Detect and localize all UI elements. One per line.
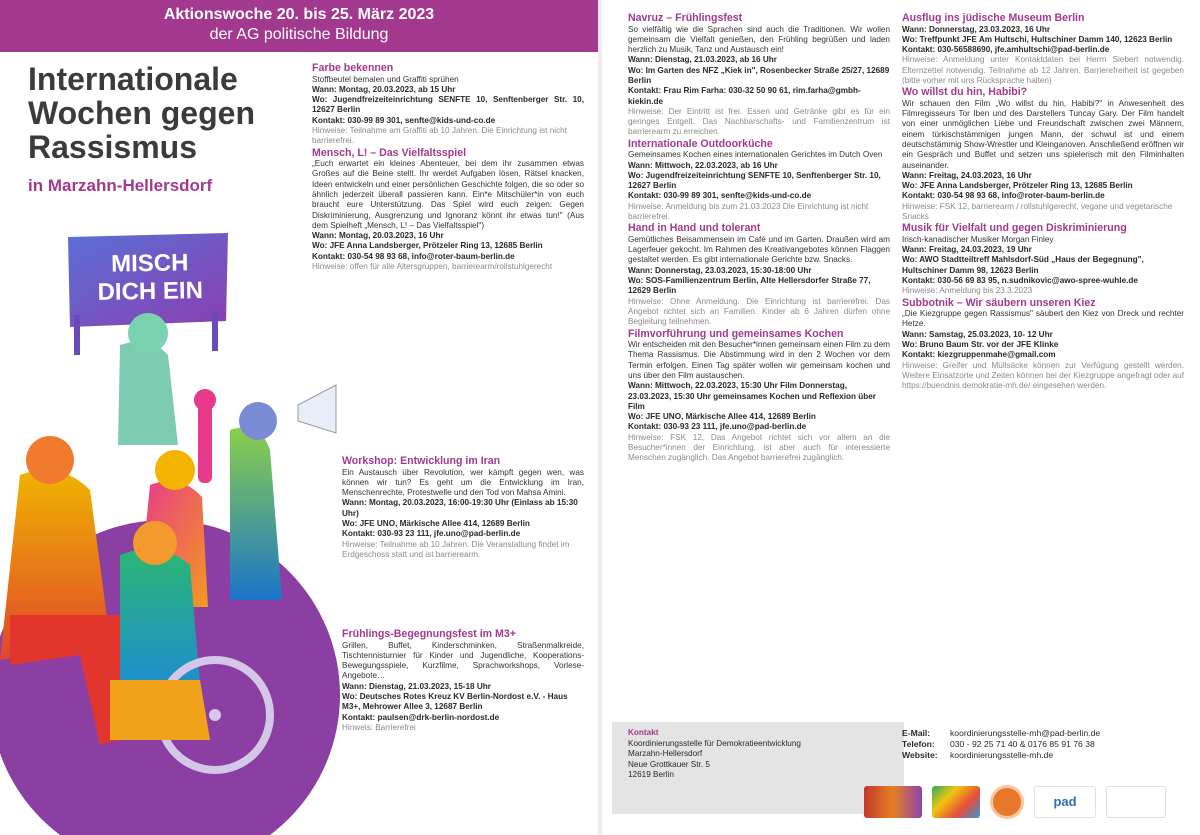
event-contact: Kontakt: kiezgruppenmahe@gmail.com: [902, 350, 1056, 360]
right-events-column-1: [628, 12, 890, 464]
event-where: Wo: Treffpunkt JFE Am Hultschi, Hultschiner Damm 140, 12623 Berlin: [902, 34, 1173, 44]
event-intro: Irisch-kanadischer Musiker Morgan Finley: [902, 234, 1054, 244]
event-title: Mensch, L! – Das Vielfaltsspiel: [312, 146, 467, 159]
event-contact: Kontakt: 030-99 89 301, senfte@kids-und-co.de: [628, 191, 812, 201]
event-title: Subbotnik – Wir säubern unseren Kiez: [902, 296, 1096, 309]
event-filmvorfuehrung: [628, 328, 890, 464]
event-when: Wann: Montag, 20.03.2023, 16:00-19:30 Uhr (Einlass ab 15:30 Uhr): [342, 498, 578, 518]
event-workshop-iran: [342, 455, 584, 560]
contact-web-row: [902, 750, 1192, 761]
right-events-column-2: [902, 12, 1184, 392]
event-contact: Kontakt: 030-56588690, jfe.amhultschi@pad-berlin.de: [902, 45, 1110, 55]
event-contact: Kontakt: paulsen@drk-berlin-nordost.de: [342, 712, 500, 722]
event-intro: Gemeinsames Kochen eines internationalen Gerichtes im Dutch Oven: [628, 150, 883, 160]
event-intro: Wir entscheiden mit den Besucher*innen gemeinsam einen Film zu dem Thema Rassismus. Die Abstimmung wird in den 2 Wochen vor dem Termin erfolgen. Einen Tag später wollen wir gemeinsam kochen und uns über den Film austauschen.: [628, 340, 890, 380]
contact-box: [612, 722, 904, 814]
contact-details: [902, 728, 1192, 761]
event-title: Frühlings-Begegnungsfest im M3+: [342, 628, 516, 640]
event-when: Wann: Mittwoch, 22.03.2023, ab 16 Uhr: [628, 160, 778, 170]
event-where: Wo: JFE Anna Landsberger, Prötzeler Ring 13, 12685 Berlin: [312, 241, 543, 251]
sign-line-2: DICH EIN: [97, 277, 204, 306]
event-when: Wann: Freitag, 24.03.2023, 19 Uhr: [902, 245, 1032, 255]
web-label: Website:: [902, 750, 938, 760]
contact-email-row: [902, 728, 1192, 739]
phone-number: 030 - 92 25 71 40 & 0176 85 91 76 38: [950, 739, 1095, 749]
event-note: Hinweise: Teilnahme ab 10 Jahren. Die Veranstaltung findet im Erdgeschoss statt und ist barrierearm.: [342, 539, 570, 559]
event-title: Farbe bekennen: [312, 62, 394, 74]
event-title: Wo willst du hin, Habibi?: [902, 86, 1028, 99]
event-note: Hinweis: Barrierefrei: [342, 722, 416, 732]
pad-logo: pad: [1034, 786, 1096, 818]
event-musik-vielfalt: [902, 222, 1184, 296]
event-title: Musik für Vielfalt und gegen Diskriminierung: [902, 222, 1127, 235]
event-contact: Kontakt: 030-54 98 93 68, info@roter-baum-berlin.de: [902, 191, 1105, 201]
event-note: Hinweise: Ohne Anmeldung. Die Einrichtung ist barrierefrei. Das Angebot richtet sich an Familien. Kinder ab 6 Jahren dürfen ohne Begleitung teilnehmen.: [628, 296, 890, 327]
event-subbotnik: [902, 297, 1184, 392]
event-contact: Kontakt: 030-93 23 111, jfe.uno@pad-berlin.de: [342, 529, 521, 539]
right-page: [602, 0, 1200, 835]
event-note: Hinweise: Der Eintritt ist frei. Essen und Getränke gibt es für ein geringes Entgelt. Das Nachbarschafts- und Familienzentrum ist barrierearm zu erreichen.: [628, 106, 890, 137]
event-title: Internationale Outdoorküche: [628, 137, 773, 150]
event-when: Wann: Mittwoch, 22.03.2023, 15:30 Uhr Film Donnerstag, 23.03.2023, 15:30 Uhr gemeinsames Kochen und Reflexion über Film: [628, 381, 876, 411]
contact-org: Koordinierungsstelle für Demokratieentwicklung: [628, 738, 801, 748]
event-note: Hinweise: FSK 12, Das Angebot richtet sich vor allem an die Besucher*innen der Einrichtung, ist aber auch für interessierte Menschen zugänglich. Das Angebot barrierefrei zugänglich.: [628, 432, 890, 463]
event-intro: „Die Kiezgruppe gegen Rassismus" säubert den Kiez von Dreck und rechter Hetze.: [902, 309, 1184, 329]
event-note: Hinweise: Anmeldung bis zum 21.03.2023 Die Einrichtung ist nicht barrierefrei.: [628, 201, 869, 222]
contact-district: Marzahn-Hellersdorf: [628, 749, 703, 759]
event-contact: Kontakt: 030-56 69 83 95, n.sudnikovic@awo-spree-wuhle.de: [902, 276, 1138, 286]
protest-illustration: [0, 225, 340, 835]
contact-phone-row: [902, 739, 1192, 750]
event-intro: „Euch erwartet ein kleines Abenteuer, bei dem ihr zusammen etwas Großes auf die Beine stellt. Ihr werdet Aufgaben lösen, Rätsel knacken, Ideen entwickeln und einer persönlichen Geschichte folgen, die so oder so ähnlich jederzeit überall passieren kann. Ein*e Mitschüler*in von euch braucht eure Unterstützung. Das Spiel wird euch zeigen: Gegen Diskriminierung, Ausgrenzung und Ignoranz könnt ihr etwas tun!" (Aus dem Spielheft „Mensch, L! – Das Vielfaltsspiel"): [312, 159, 584, 230]
page-title: Internationale Wochen gegen Rassismus: [28, 61, 255, 165]
event-navruz: [628, 12, 890, 138]
event-intro: Gemütliches Beisammensein im Café und im Garten. Draußen wird am Lagerfeuer gekocht. Im Rahmen des Kreativangebotes können Flaggen gestaltet werden. Es gibt internationale Gerichte bzw. Snacks.: [628, 234, 890, 265]
event-intro: Ein Austausch über Revolution, wer kämpft gegen wen, was können wir tun? Es geht um die Entwicklung im Iran, Menschenrechte, Protestwelle und den Tod von Mahsa Amini.: [342, 467, 584, 498]
event-where: Wo: JFE UNO, Märkische Allee 414, 12689 Berlin: [342, 518, 530, 528]
event-juedisches-museum: [902, 12, 1184, 86]
event-where: Wo: Bruno Baum Str. vor der JFE Klinke: [902, 340, 1059, 350]
event-where: Wo: AWO Stadtteiltreff Mahlsdorf-Süd „Haus der Begegnung", Hultschiner Damm 98, 12623 Berlin: [902, 255, 1144, 275]
event-title: Workshop: Entwicklung im Iran: [342, 455, 501, 467]
event-where: Wo: JFE Anna Landsberger, Prötzeler Ring 13, 12685 Berlin: [902, 181, 1133, 191]
event-title: Navruz – Frühlingsfest: [628, 12, 743, 24]
organizer-line: der AG politische Bildung: [209, 26, 389, 43]
event-note: Hinweise: Anmeldung bis 23.3.2023: [902, 286, 1033, 296]
contact-street: Neue Grottkauer Str. 5: [628, 759, 710, 769]
event-where: Wo: SOS-Familienzentrum Berlin, Alte Hellersdorfer Straße 77, 12629 Berlin: [628, 276, 871, 296]
partner-logo-5: [1106, 786, 1166, 818]
event-when: Wann: Samstag, 25.03.2023, 10- 12 Uhr: [902, 329, 1053, 339]
event-when: Wann: Dienstag, 21.03.2023, ab 16 Uhr: [628, 55, 777, 65]
event-note: Hinweise: FSK 12, barrierearm / rollstuhlgerecht, vegane und vegetarische Snacks: [902, 201, 1173, 222]
event-when: Wann: Donnerstag, 23.03.2023, 15:30-18:00 Uhr: [628, 265, 812, 275]
event-outdoorkueche: [628, 138, 890, 223]
left-events-column-2: [342, 455, 584, 560]
event-note: Hinweise: Greifer und Müllsäcke können zur Verfügung gestellt werden. Weitere Einsatzorte und Zeiten können bei der Kiezgruppe angefragt oder auf https://buendnis.demokratie-mh.de/ eingesehen werden.: [902, 360, 1184, 391]
sign-text: [78, 249, 223, 308]
event-where: Wo: Deutsches Rotes Kreuz KV Berlin-Nordost e.V. - Haus M3+, Mehrower Allee 3, 12687 Berlin: [342, 691, 568, 712]
event-when: Wann: Montag, 20.03.2023, 16 Uhr: [312, 231, 444, 241]
partner-logo-3: [990, 785, 1024, 819]
contact-heading: Kontakt: [628, 728, 659, 737]
header-band: [0, 0, 598, 52]
event-habibi: [902, 86, 1184, 222]
event-hand-in-hand: [628, 222, 890, 327]
event-intro: Grillen, Buffet, Kinderschminken, Straßenmalkreide, Tischtennisturnier für Kinder und Jugendliche, Kooperations-Bewegungsspiele, Kurzfilme, Sprachworkshops, Vorlese-Angebote…: [342, 640, 584, 681]
event-intro: So vielfältig wie die Sprachen sind auch die Traditionen. Wir wollen gemeinsam die Vielfalt genießen, den Frühling begrüßen und laden herzlich zu Musik, Tanz und Austausch ein!: [628, 24, 890, 55]
email-label: E-Mail:: [902, 728, 931, 738]
event-contact: Kontakt: Frau Rim Farha: 030-32 50 90 61, rim.farha@gmbh-kiekin.de: [628, 86, 861, 106]
event-when: Wann: Montag, 20.03.2023, ab 15 Uhr: [312, 84, 456, 94]
partner-logos: [864, 782, 1184, 822]
event-contact: Kontakt: 030-99 89 301, senfte@kids-und-co.de: [312, 115, 496, 125]
left-events-column-3: [342, 628, 584, 733]
partner-logo-2: [932, 786, 980, 818]
event-intro: Wir schauen den Film „Wo willst du hin, Habibi?" in Anwesenheit des Filmregisseurs Tor Iben und des Darstellers Tuncay Gary. Der Film handelt von einer unmöglichen Liebe und Freundschaft zwischen zwei Männern, einem türkischstämmigen jungen Mann, der schwul ist und einem deutschstämmig Show-Wrestler und Kleinganoven. Anschließend eröffnen wir ein Gespräch und Buffet und setzen uns spielerisch mit den Filminhalten auseinander.: [902, 98, 1184, 170]
action-week-dates: Aktionswoche 20. bis 25. März 2023: [163, 6, 435, 23]
event-farbe-bekennen: [312, 62, 584, 147]
left-page: [0, 0, 598, 835]
page-subtitle: in Marzahn-Hellersdorf: [28, 176, 213, 195]
sign-line-1: MISCH: [110, 249, 189, 278]
event-mensch-l: [312, 147, 584, 273]
event-where: Wo: Jugendfreizeiteinrichtung SENFTE 10, Senftenberger Str. 10, 12627 Berlin: [628, 170, 881, 191]
email-link[interactable]: koordinierungsstelle-mh@pad-berlin.de: [950, 728, 1101, 738]
event-where: Wo: Jugendfreizeiteinrichtung SENFTE 10, Senftenberger Str. 10, 12627 Berlin: [312, 95, 584, 115]
megaphone-icon: [298, 385, 336, 433]
website-link[interactable]: koordinierungsstelle-mh.de: [950, 750, 1054, 760]
event-note: Hinweise: Anmeldung unter Kontaktdaten bei Herrn Siebert notwendig. Elternzettel notwendig. Teilnahme ab 12 Jahren. Barrierefreiheit ist gegeben (bitte vorher mit uns Rücksprache halten): [902, 55, 1184, 85]
event-title: Filmvorführung und gemeinsames Kochen: [628, 327, 844, 340]
event-fruehlingsfest-m3: [342, 628, 584, 733]
event-contact: Kontakt: 030-93 23 111, jfe.uno@pad-berlin.de: [628, 422, 807, 432]
event-title: Hand in Hand und tolerant: [628, 222, 761, 235]
event-note: Hinweise: Teilnahme am Graffiti ab 10 Jahren. Die Einrichtung ist nicht barrierefrei.: [312, 125, 567, 146]
event-where: Wo: JFE UNO, Märkische Allee 414, 12689 Berlin: [628, 412, 816, 422]
event-where: Wo: Im Garten des NFZ „Kiek in", Rosenbecker Straße 25/27, 12689 Berlin: [628, 65, 890, 85]
event-intro: Stoffbeutel bemalen und Graffiti sprühen: [312, 74, 459, 84]
left-events-column: [312, 62, 584, 272]
contact-city: 12619 Berlin: [628, 770, 674, 780]
phone-label: Telefon:: [902, 739, 935, 749]
event-when: Wann: Donnerstag, 23.03.2023, 16 Uhr: [902, 24, 1051, 34]
partner-logo-1: [864, 786, 922, 818]
event-note: Hinweise: offen für alle Altersgruppen, barrierearm/rollstuhlgerecht: [312, 262, 553, 272]
event-contact: Kontakt: 030-54 98 93 68, info@roter-baum-berlin.de: [312, 251, 515, 261]
event-when: Wann: Dienstag, 21.03.2023, 15-18 Uhr: [342, 681, 491, 691]
event-when: Wann: Freitag, 24.03.2023, 16 Uhr: [902, 170, 1032, 180]
event-title: Ausflug ins jüdische Museum Berlin: [902, 12, 1085, 24]
